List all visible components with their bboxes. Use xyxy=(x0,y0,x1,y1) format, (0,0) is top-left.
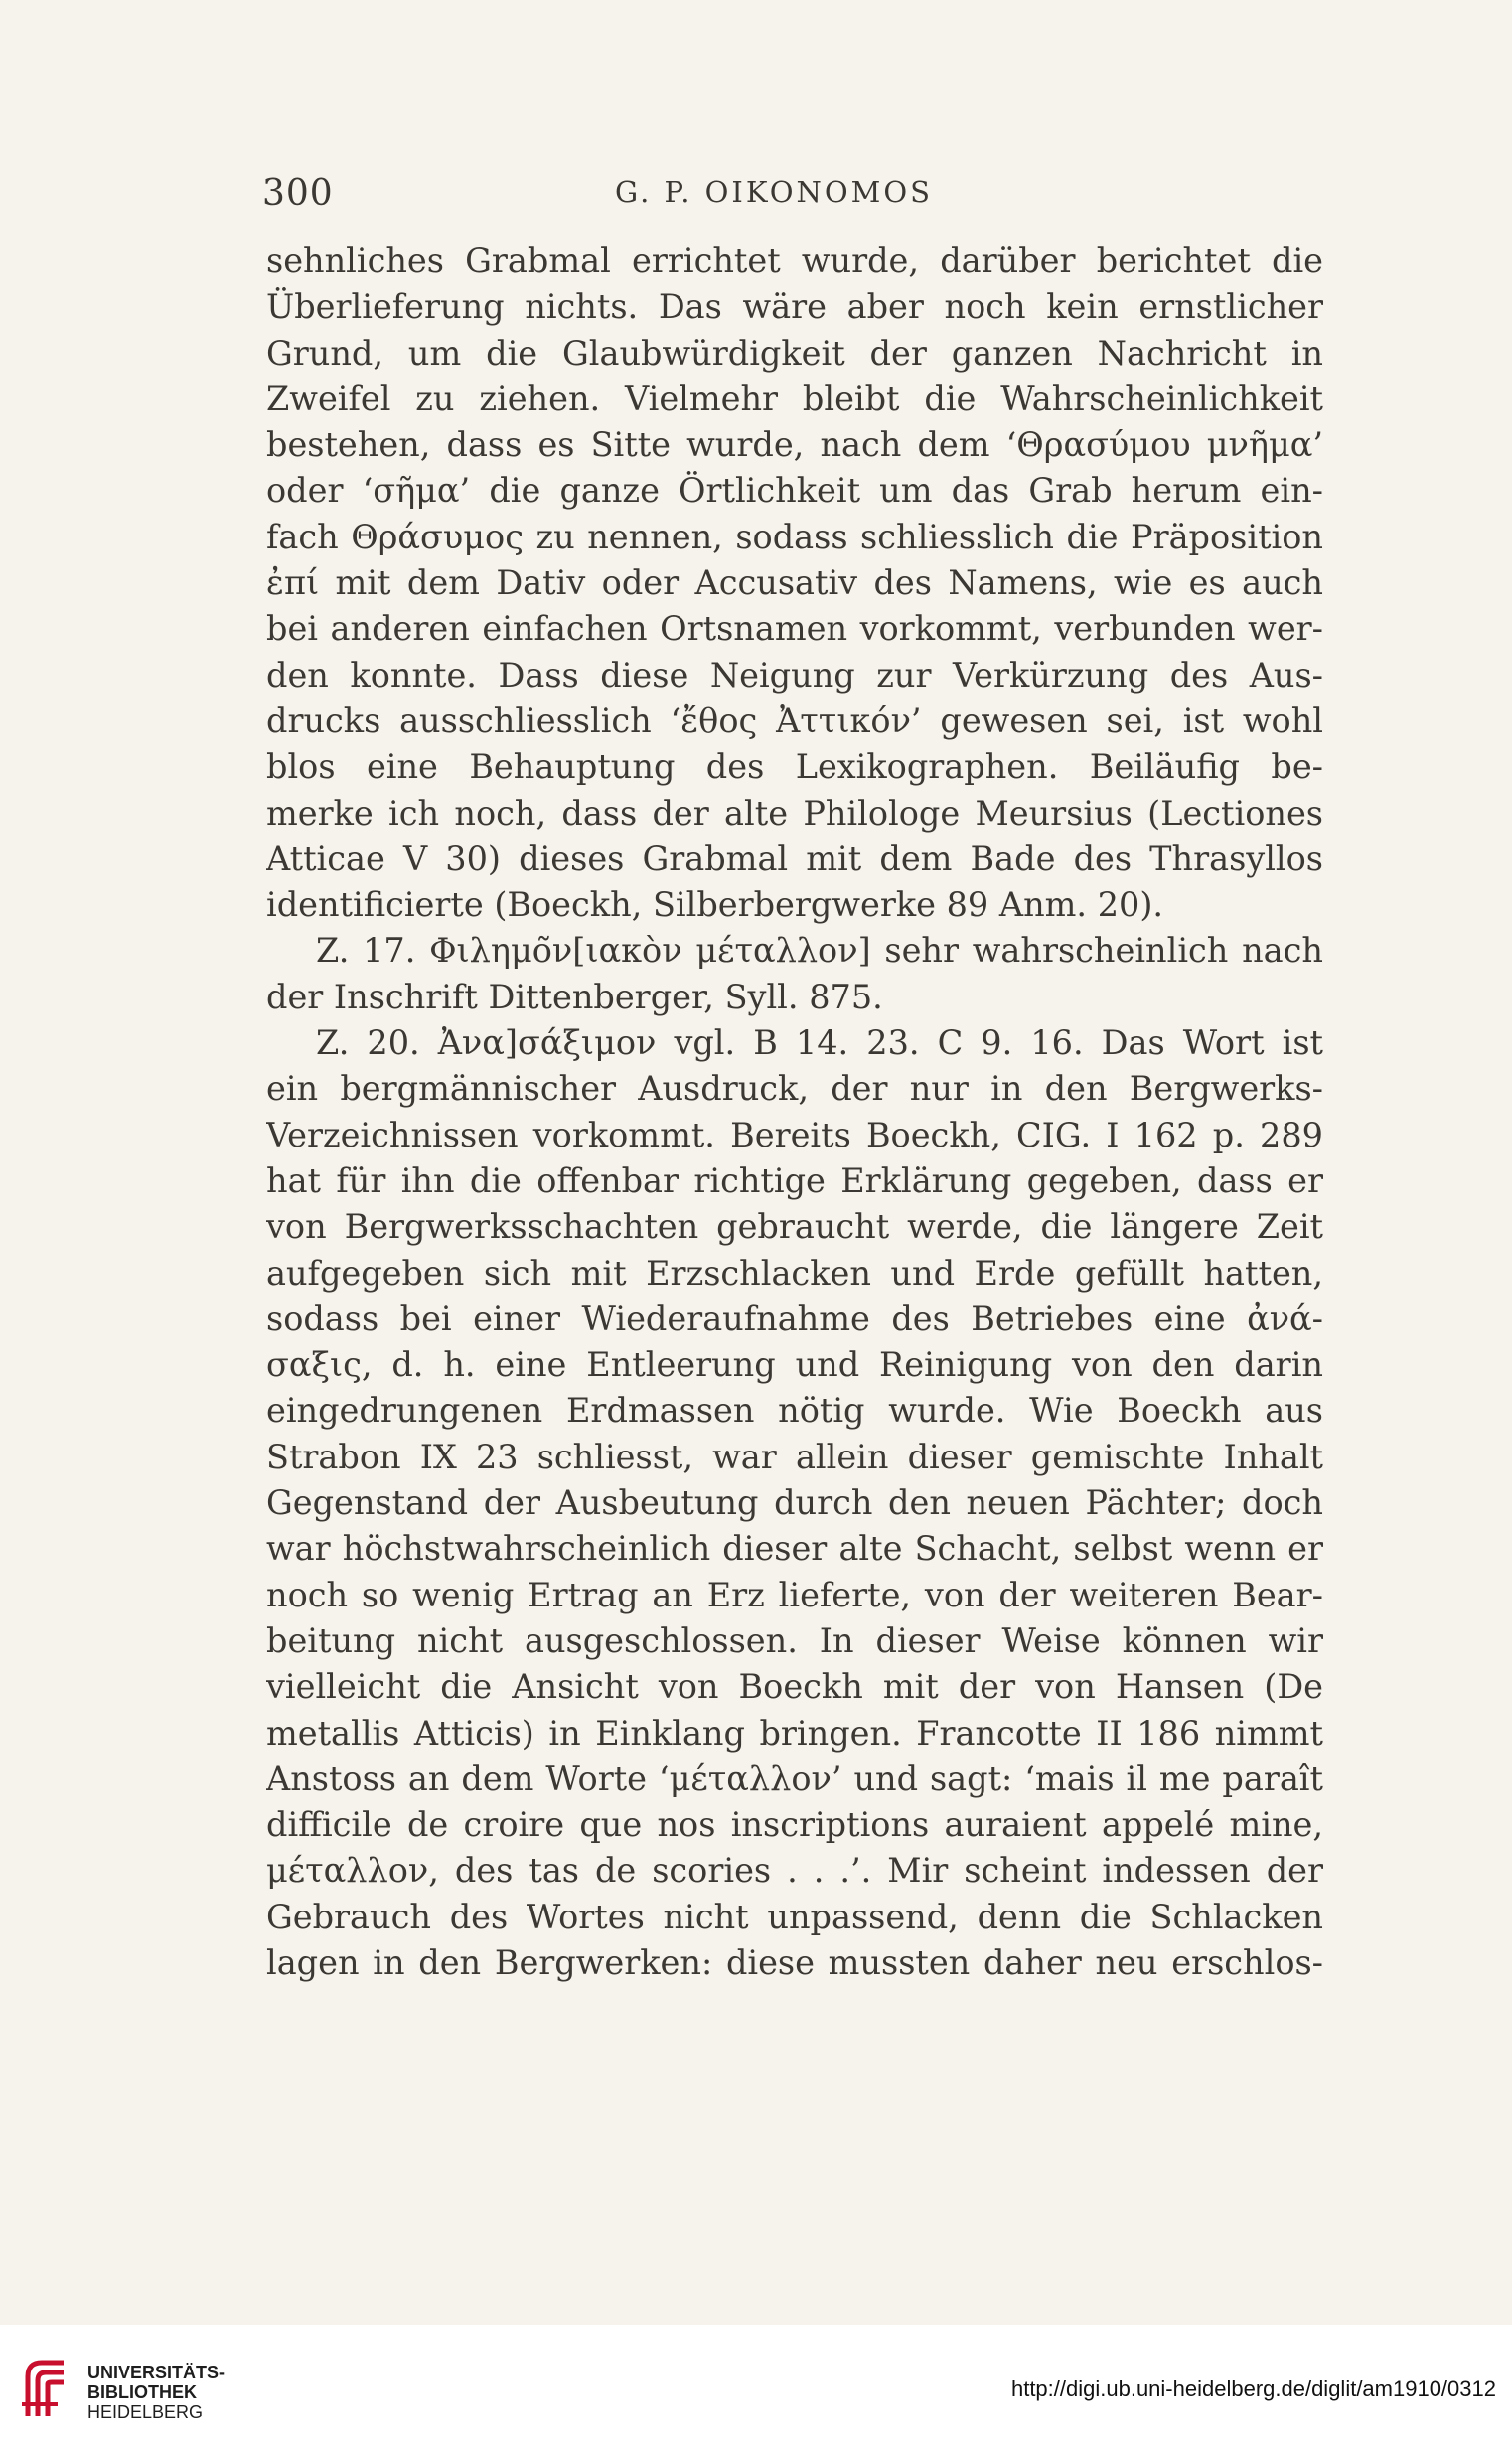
text-line: ἐπί mit dem Dativ oder Accusativ des Namens, wie es auch xyxy=(266,563,1323,603)
body-text xyxy=(266,238,1323,1986)
text-line: Z. 17. Φιλημο̃ν[ιακὸν μέταλλον] sehr wahrscheinlich nach xyxy=(316,931,1323,971)
library-name-line: HEIDELBERG xyxy=(87,2402,204,2422)
text-line: blos eine Behauptung des Lexikographen. Beiläufig be- xyxy=(266,747,1323,787)
library-name xyxy=(87,2363,225,2422)
text-line: Strabon IX 23 schliesst, war allein dieser gemischte Inhalt xyxy=(266,1437,1323,1476)
text-line: lagen in den Bergwerken: diese mussten daher neu erschlos- xyxy=(266,1942,1323,1982)
text-line: noch so wenig Ertrag an Erz lieferte, von der weiteren Bear- xyxy=(266,1575,1323,1614)
text-line: Verzeichnissen vorkommt. Bereits Boeckh, CIG. I 162 p. 289 xyxy=(266,1115,1323,1154)
text-line: Grund, um die Glaubwürdigkeit der ganzen Nachricht in xyxy=(266,333,1323,373)
text-line: sehnliches Grabmal errichtet wurde, darüber berichtet die xyxy=(266,241,1323,280)
text-line: Gebrauch des Wortes nicht unpassend, denn die Schlacken xyxy=(266,1897,1323,1936)
text-line: Überlieferung nichts. Das wäre aber noch kein ernstlicher xyxy=(266,287,1323,327)
text-line: σαξις, d. h. eine Entleerung und Reinigung von den darin xyxy=(266,1345,1323,1385)
text-line: Gegenstand der Ausbeutung durch den neuen Pächter; doch xyxy=(266,1483,1323,1523)
text-line: fach Θράσυμος zu nennen, sodass schliesslich die Präposition xyxy=(266,517,1323,556)
digitization-footer xyxy=(0,2325,1512,2446)
text-line: difficile de croire que nos inscriptions auraient appelé mine, xyxy=(266,1805,1323,1845)
text-line: Zweifel zu ziehen. Vielmehr bleibt die Wahrscheinlichkeit xyxy=(266,379,1323,418)
text-line: ein bergmännischer Ausdruck, der nur in den Bergwerks- xyxy=(266,1069,1323,1109)
text-line: bei anderen einfachen Ortsnamen vorkommt, verbunden wer- xyxy=(266,609,1323,649)
text-line: vielleicht die Ansicht von Boeckh mit der von Hansen (De xyxy=(266,1667,1323,1707)
text-line: μέταλλον, des tas de scories . . .’. Mir scheint indessen der xyxy=(266,1851,1323,1891)
text-line: der Inschrift Dittenberger, Syll. 875. xyxy=(266,977,883,1016)
text-line: hat für ihn die offenbar richtige Erklärung gegeben, dass er xyxy=(266,1160,1323,1200)
heidelberg-library-logo-icon xyxy=(18,2355,77,2424)
text-line: identificierte (Boeckh, Silberbergwerke 89 Anm. 20). xyxy=(266,885,1164,925)
text-line: Atticae V 30) dieses Grabmal mit dem Bade des Thrasyllos xyxy=(266,839,1323,878)
text-line: von Bergwerksschachten gebraucht werde, die längere Zeit xyxy=(266,1207,1323,1247)
page-header xyxy=(262,173,1285,223)
text-line: sodass bei einer Wiederaufnahme des Betriebes eine ἀνά- xyxy=(266,1299,1323,1338)
page-number: 300 xyxy=(262,173,334,214)
text-line: den konnte. Dass diese Neigung zur Verkürzung des Aus- xyxy=(266,655,1323,694)
text-line: aufgegeben sich mit Erzschlacken und Erde gefüllt hatten, xyxy=(266,1253,1323,1293)
text-line: eingedrungenen Erdmassen nötig wurde. Wie Boeckh aus xyxy=(266,1391,1323,1431)
text-line: metallis Atticis) in Einklang bringen. Francotte II 186 nimmt xyxy=(266,1713,1323,1753)
library-name-line: BIBLIOTHEK xyxy=(87,2382,197,2402)
library-name-line: UNIVERSITÄTS- xyxy=(87,2363,226,2382)
text-line: bestehen, dass es Sitte wurde, nach dem ‘Θρασύμου μνῆμα’ xyxy=(266,425,1323,465)
text-line: war höchstwahrscheinlich dieser alte Schacht, selbst wenn er xyxy=(266,1529,1323,1569)
running-head: G. P. OIKONOMOS xyxy=(614,175,934,209)
text-line: merke ich noch, dass der alte Philologe Meursius (Lectiones xyxy=(266,793,1323,833)
text-line: oder ‘σῆμα’ die ganze Örtlichkeit um das Grab herum ein- xyxy=(266,471,1323,511)
text-line: Anstoss an dem Worte ‘μέταλλον’ und sagt: ‘mais il me paraît xyxy=(266,1758,1323,1798)
source-url-link[interactable]: http://digi.ub.uni-heidelberg.de/diglit/am1910/0312 xyxy=(1010,2376,1496,2401)
text-line: drucks ausschliesslich ‘ἔθος Ἀττικόν’ gewesen sei, ist wohl xyxy=(266,700,1323,740)
text-line: beitung nicht ausgeschlossen. In dieser Weise können wir xyxy=(266,1620,1323,1660)
text-line: Z. 20. Ἀνα]σάξιμον vgl. B 14. 23. C 9. 16. Das Wort ist xyxy=(316,1023,1323,1063)
